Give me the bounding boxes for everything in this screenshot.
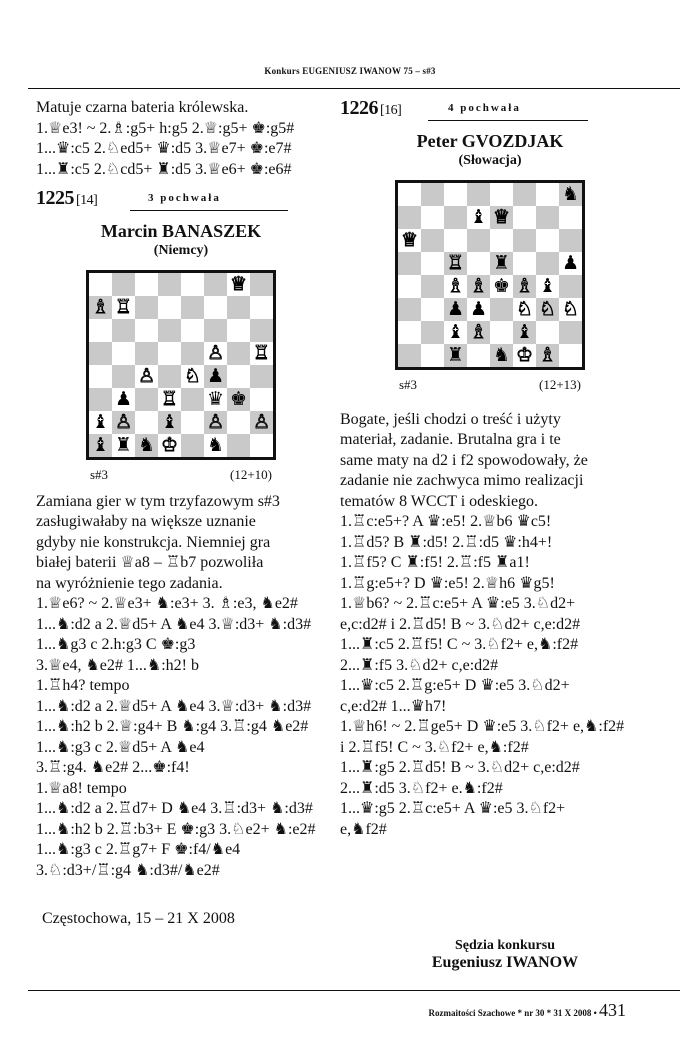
board-square xyxy=(421,344,444,367)
board-square xyxy=(250,273,273,296)
board-square xyxy=(250,296,273,319)
chess-piece-icon: ♜ xyxy=(114,434,133,456)
board-square xyxy=(135,434,158,457)
board-square xyxy=(444,183,467,206)
board-square xyxy=(112,296,135,319)
composer-name: Peter GVOZDJAK xyxy=(416,131,564,151)
chess-piece-icon: ♝ xyxy=(515,321,534,343)
chess-piece-icon: ♙ xyxy=(137,365,156,387)
text-line: same maty na d2 i f2 spowodowały, że xyxy=(340,451,588,469)
award-label: 3 pochwała xyxy=(148,192,221,204)
text-line: Bogate, jeśli chodzi o treść i użyty xyxy=(340,410,561,428)
problem-1226-header xyxy=(340,98,640,124)
board-square xyxy=(250,342,273,365)
board-square xyxy=(444,252,467,275)
chess-piece-icon: ♗ xyxy=(538,344,557,366)
chess-piece-icon: ♝ xyxy=(160,411,179,433)
board-square xyxy=(444,321,467,344)
board-square xyxy=(421,275,444,298)
chess-piece-icon: ♗ xyxy=(446,275,465,297)
chess-piece-icon: ♞ xyxy=(137,434,156,456)
chess-piece-icon: ♙ xyxy=(206,411,225,433)
judge-block xyxy=(380,938,630,972)
chess-piece-icon: ♔ xyxy=(160,434,179,456)
board-square xyxy=(135,388,158,411)
board-square xyxy=(181,434,204,457)
board-square xyxy=(513,321,536,344)
award-rule xyxy=(130,210,288,211)
board-square xyxy=(444,298,467,321)
chess-piece-icon: ♜ xyxy=(446,344,465,366)
chess-piece-icon: ♝ xyxy=(91,411,110,433)
board-square xyxy=(513,275,536,298)
board-square xyxy=(158,365,181,388)
board-square xyxy=(204,388,227,411)
board-square xyxy=(227,342,250,365)
text-line: 1...♛:g5 2.♖c:e5+ A ♛:e5 3.♘f2+ xyxy=(340,800,566,817)
board-square xyxy=(490,229,513,252)
text-line: 1.♕a8! tempo xyxy=(36,779,127,797)
board-square xyxy=(204,296,227,319)
board-square xyxy=(158,434,181,457)
chess-piece-icon: ♘ xyxy=(538,298,557,320)
board-square xyxy=(398,321,421,344)
text-line: gdyby nie konstrukcja. Niemniej gra xyxy=(36,533,271,551)
board-square xyxy=(513,229,536,252)
board-square xyxy=(89,296,112,319)
board-square xyxy=(536,252,559,275)
board-square xyxy=(421,252,444,275)
board-square xyxy=(398,275,421,298)
text-line: 1...♞:d2 a 2.♕d5+ A ♞e4 3.♕:d3+ ♞:d3# xyxy=(36,697,312,715)
board-square xyxy=(490,344,513,367)
board-square xyxy=(135,411,158,434)
board-square xyxy=(89,434,112,457)
chess-piece-icon: ♞ xyxy=(206,434,225,456)
problem-number: 1225 [14] xyxy=(36,187,98,209)
top-rule xyxy=(28,88,680,89)
board-square xyxy=(398,229,421,252)
text-line: 1...♛:c5 2.♖g:e5+ D ♛:e5 3.♘d2+ xyxy=(340,677,570,694)
chess-piece-icon: ♕ xyxy=(400,229,419,251)
text-line: 1...♞:g3 c 2.♕d5+ A ♞e4 xyxy=(36,738,205,756)
board-square xyxy=(250,411,273,434)
composer-name: Marcin BANASZEK xyxy=(100,221,262,241)
board-square xyxy=(89,273,112,296)
board-square xyxy=(490,252,513,275)
board-square xyxy=(398,344,421,367)
board-square xyxy=(467,321,490,344)
board-square xyxy=(398,183,421,206)
text-line: 1...♜:c5 2.♘cd5+ ♜:d5 3.♕e6+ ♚:e6# xyxy=(36,160,292,178)
board-square xyxy=(559,252,582,275)
board-square xyxy=(135,273,158,296)
board-square xyxy=(467,275,490,298)
board-square xyxy=(227,319,250,342)
place-date: Częstochowa, 15 – 21 X 2008 xyxy=(42,910,235,927)
board-square xyxy=(204,365,227,388)
composer-country: (Słowacja) xyxy=(458,153,522,168)
board-square xyxy=(421,298,444,321)
board-square xyxy=(421,229,444,252)
board-square xyxy=(559,344,582,367)
chess-piece-icon: ♖ xyxy=(252,342,271,364)
board-square xyxy=(559,229,582,252)
text-line: na wyróżnienie tego zadania. xyxy=(36,574,223,592)
page-number: 431 xyxy=(599,1000,626,1020)
board-square xyxy=(421,183,444,206)
text-line: 1.♖f5? C ♜:f5! 2.♖:f5 ♜a1! xyxy=(340,554,530,571)
board-square xyxy=(112,365,135,388)
text-line: e,c:d2# i 2.♖d5! B ~ 3.♘d2+ c,e:d2# xyxy=(340,615,581,633)
text-line: 1...♛:c5 2.♘ed5+ ♛:d5 3.♕e7+ ♚:e7# xyxy=(36,140,292,157)
piece-count: (12+10) xyxy=(230,467,272,482)
chess-piece-icon: ♟ xyxy=(114,388,133,410)
board-square xyxy=(467,229,490,252)
board-square xyxy=(421,206,444,229)
board-square xyxy=(250,319,273,342)
text-line: 1.♕h6! ~ 2.♖ge5+ D ♛:e5 3.♘f2+ e,♞:f2# xyxy=(340,718,625,735)
problem-number: 1226 [16] xyxy=(340,97,402,119)
board-square xyxy=(559,183,582,206)
text-line: 1...♞:d2 a 2.♖d7+ D ♞e4 3.♖:d3+ ♞:d3# xyxy=(36,800,313,817)
board-square xyxy=(513,206,536,229)
chess-piece-icon: ♚ xyxy=(492,275,511,297)
comment-1225 xyxy=(36,492,326,882)
chessboard xyxy=(86,270,276,460)
board-square xyxy=(204,434,227,457)
board-square xyxy=(467,252,490,275)
board-square xyxy=(227,411,250,434)
board-square xyxy=(181,411,204,434)
text-line: 1...♞:d2 a 2.♕d5+ A ♞e4 3.♕:d3+ ♞:d3# xyxy=(36,615,312,633)
chess-piece-icon: ♗ xyxy=(469,321,488,343)
board-square xyxy=(490,275,513,298)
text-line: 1.♕e6? ~ 2.♕e3+ ♞:e3+ 3. ♗:e3, ♞e2# xyxy=(36,595,298,612)
text-line: 1...♞:h2 b 2.♕:g4+ B ♞:g4 3.♖:g4 ♞e2# xyxy=(36,718,309,735)
board-square xyxy=(421,321,444,344)
chess-piece-icon: ♗ xyxy=(515,275,534,297)
text-line: 1...♞g3 c 2.h:g3 C ♚:g3 xyxy=(36,636,196,653)
chess-piece-icon: ♕ xyxy=(492,206,511,228)
text-line: materiał, zadanie. Brutalna gra i te xyxy=(340,431,561,448)
board-square xyxy=(490,321,513,344)
board-square xyxy=(112,434,135,457)
piece-count: (12+13) xyxy=(539,377,581,392)
board-square xyxy=(227,296,250,319)
board-square xyxy=(536,321,559,344)
comment-1226 xyxy=(340,410,640,841)
board-square xyxy=(112,273,135,296)
board-square xyxy=(135,296,158,319)
text-line: Matuje czarna bateria królewska. xyxy=(36,99,249,116)
board-square xyxy=(112,411,135,434)
problem-bracket: [14] xyxy=(76,193,98,208)
board-square xyxy=(444,344,467,367)
board-square xyxy=(135,342,158,365)
board-square xyxy=(89,319,112,342)
board-square xyxy=(513,344,536,367)
chess-piece-icon: ♚ xyxy=(229,388,248,410)
bottom-rule xyxy=(28,990,680,991)
board-square xyxy=(536,229,559,252)
board-square xyxy=(89,342,112,365)
award-label: 4 pochwała xyxy=(448,102,521,114)
board-square xyxy=(158,388,181,411)
chess-piece-icon: ♘ xyxy=(561,298,580,320)
board-square xyxy=(490,183,513,206)
judge-name: Eugeniusz IWANOW xyxy=(431,954,579,971)
text-line: 2...♜:f5 3.♘d2+ c,e:d2# xyxy=(340,656,499,674)
chess-piece-icon: ♖ xyxy=(114,296,133,318)
text-line: 1...♜:g5 2.♖d5! B ~ 3.♘d2+ c,e:d2# xyxy=(340,759,580,776)
board-square xyxy=(135,319,158,342)
board-square xyxy=(513,183,536,206)
board-square xyxy=(398,298,421,321)
board-square xyxy=(112,388,135,411)
board-square xyxy=(536,275,559,298)
board-square xyxy=(181,365,204,388)
board-square xyxy=(89,365,112,388)
text-line: białej baterii ♕a8 – ♖b7 pozwoliła xyxy=(36,554,264,571)
chess-piece-icon: ♙ xyxy=(206,342,225,364)
chess-piece-icon: ♝ xyxy=(91,434,110,456)
board-square xyxy=(444,229,467,252)
board-square xyxy=(444,206,467,229)
board-square xyxy=(181,273,204,296)
running-head: Konkurs EUGENIUSZ IWANOW 75 – s#3 xyxy=(264,66,436,76)
board-square xyxy=(227,388,250,411)
board-square xyxy=(467,183,490,206)
board-square xyxy=(158,296,181,319)
board-square xyxy=(536,298,559,321)
board-square xyxy=(158,342,181,365)
chess-piece-icon: ♟ xyxy=(206,365,225,387)
chess-piece-icon: ♗ xyxy=(469,275,488,297)
board-square xyxy=(536,183,559,206)
board-square xyxy=(250,365,273,388)
board-square xyxy=(559,206,582,229)
board-square xyxy=(181,319,204,342)
board-square xyxy=(181,388,204,411)
board-square xyxy=(204,342,227,365)
board-square xyxy=(135,365,158,388)
board-square xyxy=(398,206,421,229)
board-square xyxy=(227,273,250,296)
chess-piece-icon: ♟ xyxy=(446,298,465,320)
board-square xyxy=(444,275,467,298)
text-line: 1...♞:h2 b 2.♖:b3+ E ♚:g3 3.♘e2+ ♞:e2# xyxy=(36,820,316,838)
chess-piece-icon: ♗ xyxy=(91,296,110,318)
board-square xyxy=(467,298,490,321)
diagram-caption xyxy=(86,465,276,486)
text-line: 3.♖:g4. ♞e2# 2...♚:f4! xyxy=(36,759,190,776)
footer-text: Rozmaitości Szachowe * nr 30 * 31 X 2008 • xyxy=(428,1008,597,1018)
board-square xyxy=(227,434,250,457)
stipulation: s#3 xyxy=(90,467,109,482)
board-square xyxy=(204,411,227,434)
text-line: zasługiwałaby na większe uznanie xyxy=(36,513,256,530)
board-square xyxy=(158,319,181,342)
board-square xyxy=(112,342,135,365)
chess-piece-icon: ♛ xyxy=(206,388,225,410)
board-square xyxy=(559,321,582,344)
board-square xyxy=(536,344,559,367)
board-square xyxy=(204,319,227,342)
board-square xyxy=(559,298,582,321)
board-square xyxy=(490,298,513,321)
chess-piece-icon: ♜ xyxy=(492,252,511,274)
problem-1225-header xyxy=(36,188,326,214)
text-line: 1...♜:c5 2.♖f5! C ~ 3.♘f2+ e,♞:f2# xyxy=(340,636,579,653)
board-square xyxy=(467,344,490,367)
chess-piece-icon: ♖ xyxy=(446,252,465,274)
board-square xyxy=(89,388,112,411)
text-line: 3.♘:d3+/♖:g4 ♞:d3#/♞e2# xyxy=(36,861,220,879)
text-line: Zamiana gier w tym trzyfazowym s#3 xyxy=(36,492,280,510)
text-line: 1...♞:g3 c 2.♖g7+ F ♚:f4/♞e4 xyxy=(36,841,241,858)
chess-piece-icon: ♘ xyxy=(515,298,534,320)
board-square xyxy=(112,319,135,342)
chess-piece-icon: ♟ xyxy=(561,252,580,274)
chess-diagram-1225 xyxy=(86,270,276,486)
board-square xyxy=(513,298,536,321)
text-line: 1.♖g:e5+? D ♛:e5! 2.♕h6 ♛g5! xyxy=(340,574,555,592)
solution-prev xyxy=(36,98,326,180)
text-line: i 2.♖f5! C ~ 3.♘f2+ e,♞:f2# xyxy=(340,738,529,756)
chess-piece-icon: ♔ xyxy=(515,344,534,366)
chess-piece-icon: ♟ xyxy=(469,298,488,320)
problem-bracket: [16] xyxy=(380,103,402,118)
chess-diagram-1226 xyxy=(395,180,585,396)
stipulation: s#3 xyxy=(399,377,418,392)
text-line: zadanie nie zachwyca mimo realizacji xyxy=(340,472,584,489)
judge-title: Sędzia konkursu xyxy=(455,938,555,953)
text-line: e,♞f2# xyxy=(340,820,387,838)
chess-piece-icon: ♖ xyxy=(160,388,179,410)
board-square xyxy=(250,388,273,411)
award-rule xyxy=(428,120,588,121)
board-square xyxy=(536,206,559,229)
board-square xyxy=(181,296,204,319)
chess-piece-icon: ♞ xyxy=(561,183,580,205)
chess-piece-icon: ♝ xyxy=(469,206,488,228)
board-square xyxy=(513,252,536,275)
diagram-caption xyxy=(395,375,585,396)
text-line: 1.♕b6? ~ 2.♖c:e5+ A ♛:e5 3.♘d2+ xyxy=(340,595,576,612)
board-square xyxy=(490,206,513,229)
board-square xyxy=(89,411,112,434)
text-line: 3.♕e4, ♞e2# 1...♞:h2! b xyxy=(36,656,200,674)
composer-country: (Niemcy) xyxy=(153,243,209,258)
board-square xyxy=(227,365,250,388)
text-line: 1.♕e3! ~ 2.♗:g5+ h:g5 2.♕:g5+ ♚:g5# xyxy=(36,119,295,137)
board-square xyxy=(158,273,181,296)
text-line: 1.♖c:e5+? A ♛:e5! 2.♕b6 ♛c5! xyxy=(340,513,552,530)
page-footer xyxy=(429,1000,626,1021)
board-square xyxy=(204,273,227,296)
board-square xyxy=(250,434,273,457)
chess-piece-icon: ♞ xyxy=(492,344,511,366)
text-line: 2...♜:d5 3.♘f2+ e.♞:f2# xyxy=(340,779,503,797)
chess-piece-icon: ♝ xyxy=(446,321,465,343)
text-line: 1.♖h4? tempo xyxy=(36,677,130,694)
chess-piece-icon: ♙ xyxy=(114,411,133,433)
text-line: 1.♖d5? B ♜:d5! 2.♖:d5 ♛:h4+! xyxy=(340,533,553,551)
text-line: tematów 8 WCCT i odeskiego. xyxy=(340,492,539,510)
board-square xyxy=(158,411,181,434)
board-square xyxy=(559,275,582,298)
chess-piece-icon: ♘ xyxy=(183,365,202,387)
board-square xyxy=(398,252,421,275)
chess-piece-icon: ♙ xyxy=(252,411,271,433)
chessboard xyxy=(395,180,585,370)
text-line: c,e:d2# 1...♛h7! xyxy=(340,697,447,715)
left-column xyxy=(36,98,326,881)
board-square xyxy=(467,206,490,229)
chess-piece-icon: ♕ xyxy=(229,273,248,295)
board-square xyxy=(181,342,204,365)
chess-piece-icon: ♝ xyxy=(538,275,557,297)
right-column xyxy=(340,98,640,840)
